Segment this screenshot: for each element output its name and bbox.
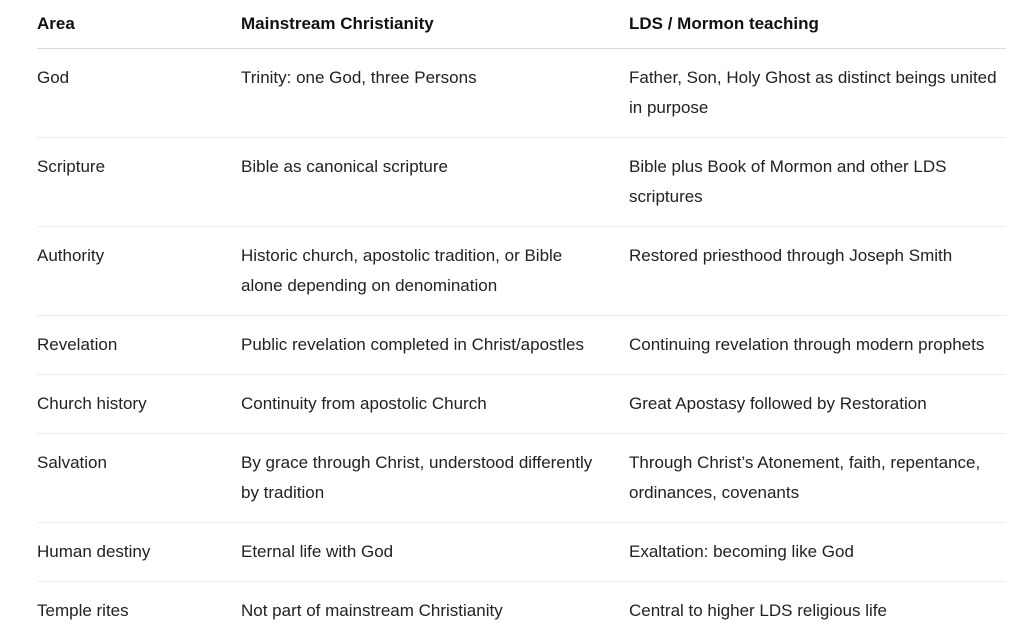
cell-lds: Great Apostasy followed by Restoration (629, 375, 1006, 434)
cell-area: Church history (37, 375, 241, 434)
cell-area: Authority (37, 227, 241, 316)
table-row (37, 523, 1006, 582)
table-header (37, 0, 1006, 49)
cell-lds: Continuing revelation through modern prophets (629, 316, 1006, 375)
table-body (37, 49, 1006, 640)
cell-area: Scripture (37, 138, 241, 227)
table-row (37, 434, 1006, 523)
column-header-lds: LDS / Mormon teaching (629, 0, 1006, 49)
cell-area: Human destiny (37, 523, 241, 582)
column-header-mainstream: Mainstream Christianity (241, 0, 629, 49)
table-row (37, 227, 1006, 316)
cell-lds: Restored priesthood through Joseph Smith (629, 227, 1006, 316)
comparison-table-container (37, 0, 1006, 640)
comparison-table (37, 0, 1006, 640)
cell-mainstream: Continuity from apostolic Church (241, 375, 629, 434)
cell-area: Revelation (37, 316, 241, 375)
column-header-area: Area (37, 0, 241, 49)
cell-mainstream: Public revelation completed in Christ/apostles (241, 316, 629, 375)
table-row (37, 138, 1006, 227)
cell-lds: Bible plus Book of Mormon and other LDS scriptures (629, 138, 1006, 227)
cell-mainstream: Trinity: one God, three Persons (241, 49, 629, 138)
cell-mainstream: Historic church, apostolic tradition, or Bible alone depending on denomination (241, 227, 629, 316)
cell-mainstream: Not part of mainstream Christianity (241, 601, 503, 620)
cell-mainstream: Bible as canonical scripture (241, 138, 629, 227)
cell-mainstream: Eternal life with God (241, 523, 629, 582)
table-row (37, 582, 1006, 640)
table-row (37, 316, 1006, 375)
cell-mainstream: By grace through Christ, understood differently by tradition (241, 434, 629, 523)
cell-area: Salvation (37, 434, 241, 523)
cell-lds: Father, Son, Holy Ghost as distinct beings united in purpose (629, 49, 1006, 138)
cell-lds: Central to higher LDS religious life (629, 601, 887, 620)
table-row (37, 375, 1006, 434)
table-row (37, 49, 1006, 138)
cell-area: God (37, 49, 241, 138)
header-row (37, 0, 1006, 49)
cell-lds: Exaltation: becoming like God (629, 523, 1006, 582)
cell-lds: Through Christ’s Atonement, faith, repentance, ordinances, covenants (629, 434, 1006, 523)
cell-area: Temple rites (37, 601, 129, 620)
